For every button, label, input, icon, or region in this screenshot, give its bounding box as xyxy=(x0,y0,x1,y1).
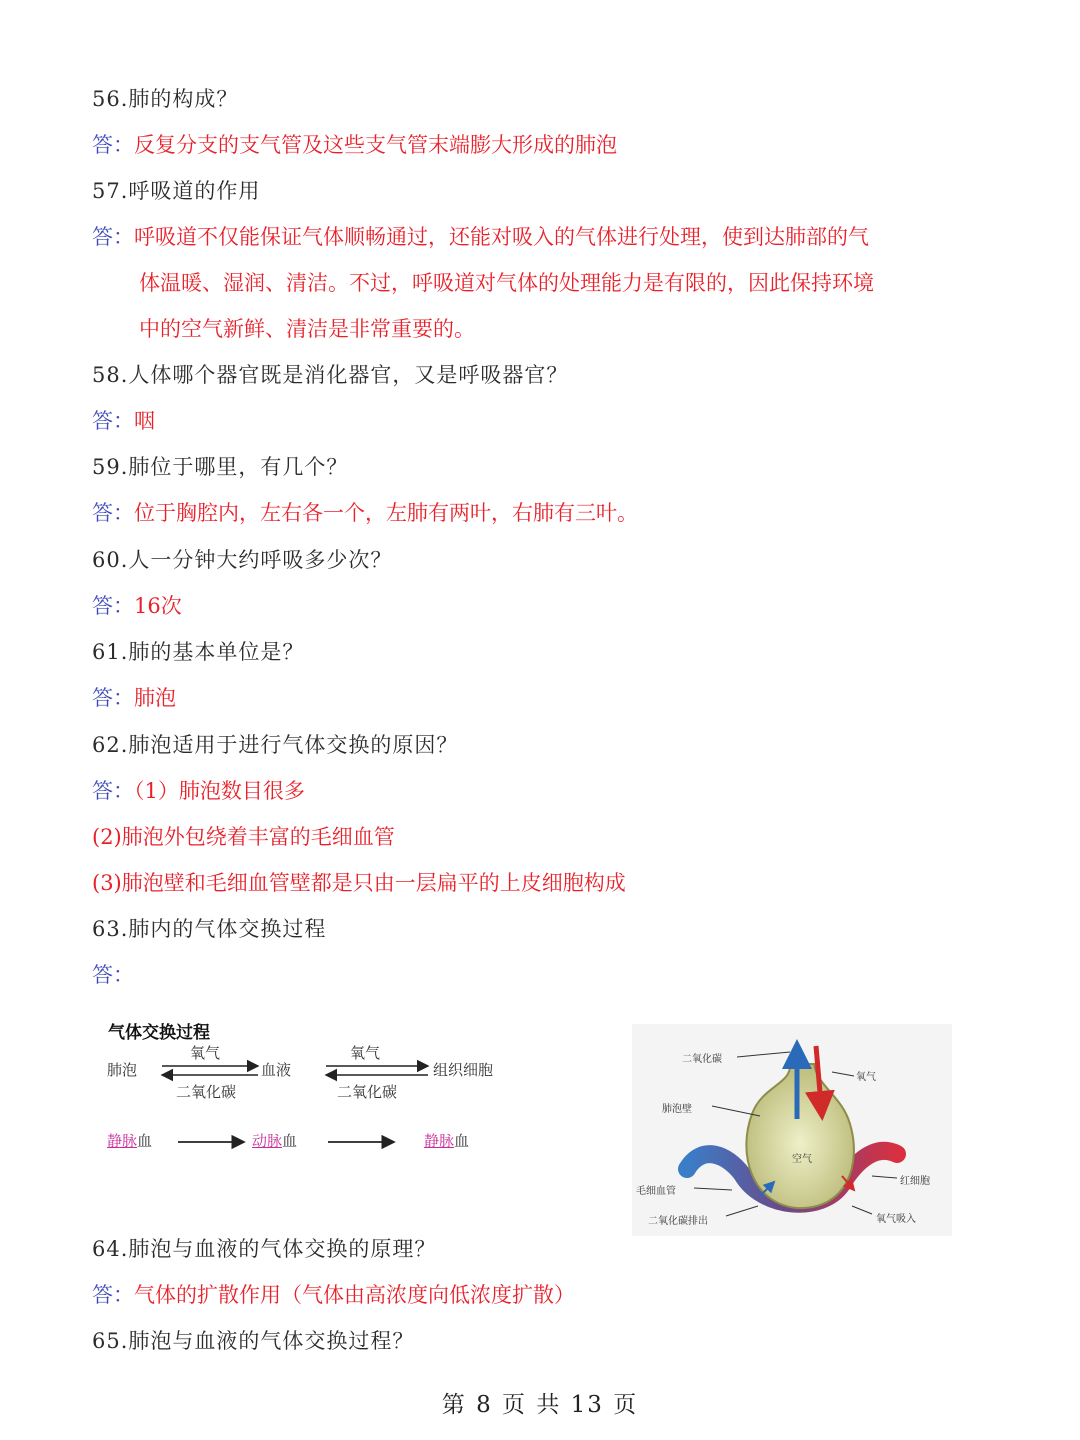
answer-label: 答： xyxy=(92,501,134,525)
answer-59: 答：位于胸腔内，左右各一个，左肺有两叶，右肺有三叶。 xyxy=(92,501,638,525)
flow-arterial-blood: 动脉血 xyxy=(252,1132,298,1150)
flow-tissue: 组织细胞 xyxy=(433,1061,494,1079)
question-58: 58.人体哪个器官既是消化器官，又是呼吸器官？ xyxy=(92,363,569,387)
question-61: 61.肺的基本单位是？ xyxy=(92,640,305,664)
diagram-co2-label: 二氧化碳 xyxy=(682,1054,722,1065)
answer-56: 答：反复分支的支气管及这些支气管末端膨大形成的肺泡 xyxy=(92,133,617,157)
question-56: 56.肺的构成？ xyxy=(92,87,239,111)
flow-venous-blood-2: 静脉血 xyxy=(424,1132,470,1150)
answer-label: 答： xyxy=(92,409,134,433)
answer-label: 答： xyxy=(92,686,134,710)
flow-co2-2: 二氧化碳 xyxy=(337,1083,398,1101)
answer-label: 答： xyxy=(92,779,134,803)
flow-oxygen-2: 氧气 xyxy=(350,1044,381,1062)
answer-57-line-3: 中的空气新鲜、清洁是非常重要的。 xyxy=(139,317,475,341)
flow-co2-1: 二氧化碳 xyxy=(176,1083,237,1101)
answer-57-line-1: 答：呼吸道不仅能保证气体顺畅通过，还能对吸入的气体进行处理，使到达肺部的气 xyxy=(92,225,869,249)
answer-62-line-3: (3)肺泡壁和毛细血管壁都是只由一层扁平的上皮细胞构成 xyxy=(92,871,626,895)
flow-arrows xyxy=(0,0,560,1200)
answer-label: 答： xyxy=(92,225,134,249)
diagram-rbc-label: 红细胞 xyxy=(900,1176,930,1187)
answer-label: 答： xyxy=(92,594,134,618)
question-63: 63.肺内的气体交换过程 xyxy=(92,917,327,941)
answer-64: 答：气体的扩散作用（气体由高浓度向低浓度扩散） xyxy=(92,1283,575,1307)
flow-blood: 血液 xyxy=(261,1061,292,1079)
diagram-wall-label: 肺泡壁 xyxy=(662,1104,692,1115)
alveolus-diagram xyxy=(632,1024,952,1236)
page-footer: 第 8 页 共 13 页 xyxy=(441,1392,639,1418)
answer-label: 答： xyxy=(92,133,134,157)
answer-62-line-1: 答：（1）肺泡数目很多 xyxy=(92,779,305,803)
flow-title: 气体交换过程 xyxy=(108,1023,210,1043)
question-57: 57.呼吸道的作用 xyxy=(92,179,261,203)
diagram-co2-out-label: 二氧化碳排出 xyxy=(648,1216,708,1227)
flow-alveolus: 肺泡 xyxy=(107,1061,138,1079)
question-62: 62.肺泡适用于进行气体交换的原因？ xyxy=(92,733,459,757)
answer-label: 答： xyxy=(92,963,134,987)
diagram-capillary-label: 毛细血管 xyxy=(636,1186,676,1197)
question-64: 64.肺泡与血液的气体交换的原理？ xyxy=(92,1237,437,1261)
answer-61: 答：肺泡 xyxy=(92,686,176,710)
alveolus-illustration xyxy=(632,1024,952,1236)
diagram-air-label: 空气 xyxy=(792,1154,812,1165)
flow-oxygen-1: 氧气 xyxy=(190,1044,221,1062)
answer-57-line-2: 体温暖、湿润、清洁。不过，呼吸道对气体的处理能力是有限的，因此保持环境 xyxy=(139,271,874,295)
diagram-oxygen-label: 氧气 xyxy=(856,1072,876,1083)
answer-60: 答：16次 xyxy=(92,594,182,618)
question-59: 59.肺位于哪里，有几个？ xyxy=(92,455,349,479)
answer-58: 答：咽 xyxy=(92,409,155,433)
question-60: 60.人一分钟大约呼吸多少次？ xyxy=(92,548,393,572)
answer-label: 答： xyxy=(92,1283,134,1307)
answer-62-line-2: (2)肺泡外包绕着丰富的毛细血管 xyxy=(92,825,395,849)
question-65: 65.肺泡与血液的气体交换过程？ xyxy=(92,1329,415,1353)
flow-venous-blood-1: 静脉血 xyxy=(107,1132,153,1150)
diagram-o2-in-label: 氧气吸入 xyxy=(876,1214,916,1225)
